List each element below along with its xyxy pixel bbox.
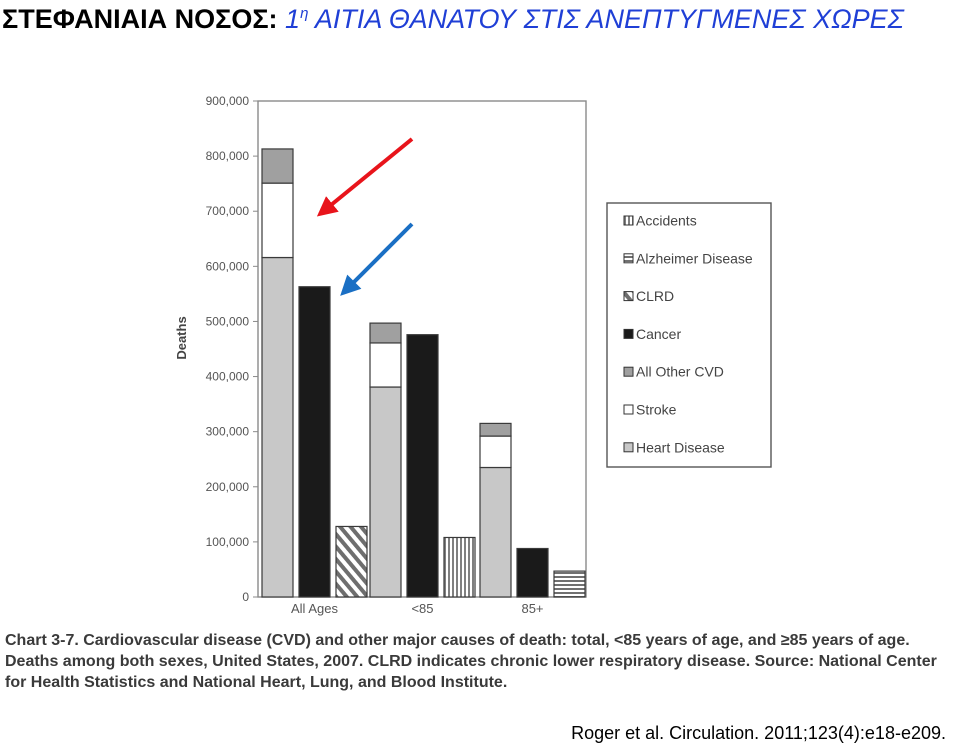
legend-label-alzheimer-disease: Alzheimer Disease bbox=[636, 250, 753, 267]
y-tick-label: 0 bbox=[242, 590, 249, 604]
legend-swatch-all-other-cvd bbox=[624, 367, 633, 376]
blue-arrow bbox=[343, 224, 412, 293]
legend-label-stroke: Stroke bbox=[636, 401, 677, 418]
legend-swatch-clrd bbox=[624, 292, 633, 301]
y-tick-label: 800,000 bbox=[205, 149, 249, 164]
title-subtitle-text: ΑΙΤΙΑ ΘΑΝΑΤΟΥ ΣΤΙΣ ΑΝΕΠΤΥΓΜΕΝΕΣ ΧΩΡΕΣ bbox=[308, 4, 904, 34]
title-separator: : bbox=[268, 4, 286, 34]
bar-alzheimer-disease bbox=[554, 571, 585, 597]
legend-label-heart-disease: Heart Disease bbox=[636, 439, 725, 456]
bar-segment-stroke bbox=[370, 343, 401, 387]
legend-swatch-heart-disease bbox=[624, 443, 633, 452]
x-tick-label: All Ages bbox=[291, 601, 338, 616]
bar-segment-stroke bbox=[480, 436, 511, 467]
bar-accidents bbox=[444, 537, 475, 597]
title-main: ΣΤΕΦΑΝΙΑΙΑ ΝΟΣΟΣ bbox=[2, 4, 269, 34]
legend-swatch-accidents bbox=[624, 216, 633, 225]
bar-cancer bbox=[299, 287, 330, 597]
figure-caption: Chart 3-7. Cardiovascular disease (CVD) and other major causes of death: total, <85 years of age, and ≥85 years of age. Deaths among both sexes, United States, 2007. CLRD indicates chronic lower respiratory disease. Source: National Center for Health Statistics and National Heart, Lung, and Blood Institute. bbox=[5, 632, 937, 691]
title-ordinal-suffix: η bbox=[300, 5, 309, 22]
y-tick-label: 900,000 bbox=[205, 94, 249, 108]
bar-cancer bbox=[407, 335, 438, 597]
legend-swatch-stroke bbox=[624, 405, 633, 414]
legend-label-all-other-cvd: All Other CVD bbox=[636, 363, 724, 380]
bar-segment-heart-disease bbox=[480, 467, 511, 597]
bar-segment-all-other-cvd bbox=[262, 149, 293, 183]
legend-label-accidents: Accidents bbox=[636, 212, 697, 229]
y-axis-label: Deaths bbox=[174, 316, 189, 360]
legend-label-cancer: Cancer bbox=[636, 325, 682, 342]
y-tick-label: 400,000 bbox=[205, 369, 249, 384]
bar-segment-all-other-cvd bbox=[370, 323, 401, 343]
y-tick-label: 700,000 bbox=[205, 204, 249, 219]
y-tick-label: 600,000 bbox=[205, 259, 249, 274]
bar-segment-heart-disease bbox=[262, 258, 293, 597]
legend-label-clrd: CLRD bbox=[636, 288, 675, 305]
y-tick-label: 300,000 bbox=[205, 424, 249, 439]
x-tick-label: <85 bbox=[411, 601, 434, 616]
legend-swatch-cancer bbox=[624, 329, 633, 338]
bar-clrd bbox=[336, 526, 367, 597]
bar-segment-all-other-cvd bbox=[480, 423, 511, 436]
bar-segment-stroke bbox=[262, 183, 293, 257]
y-tick-label: 200,000 bbox=[205, 479, 249, 494]
citation: Roger et al. Circulation. 2011;123(4):e18-e209. bbox=[571, 723, 946, 743]
y-tick-label: 100,000 bbox=[205, 534, 249, 549]
x-tick-label: 85+ bbox=[521, 601, 544, 616]
y-tick-label: 500,000 bbox=[205, 314, 249, 329]
red-arrow bbox=[320, 139, 412, 214]
title-ordinal: 1 bbox=[285, 4, 301, 34]
bar-cancer bbox=[517, 549, 548, 597]
bar-segment-heart-disease bbox=[370, 387, 401, 597]
legend-swatch-alzheimer-disease bbox=[624, 254, 633, 263]
